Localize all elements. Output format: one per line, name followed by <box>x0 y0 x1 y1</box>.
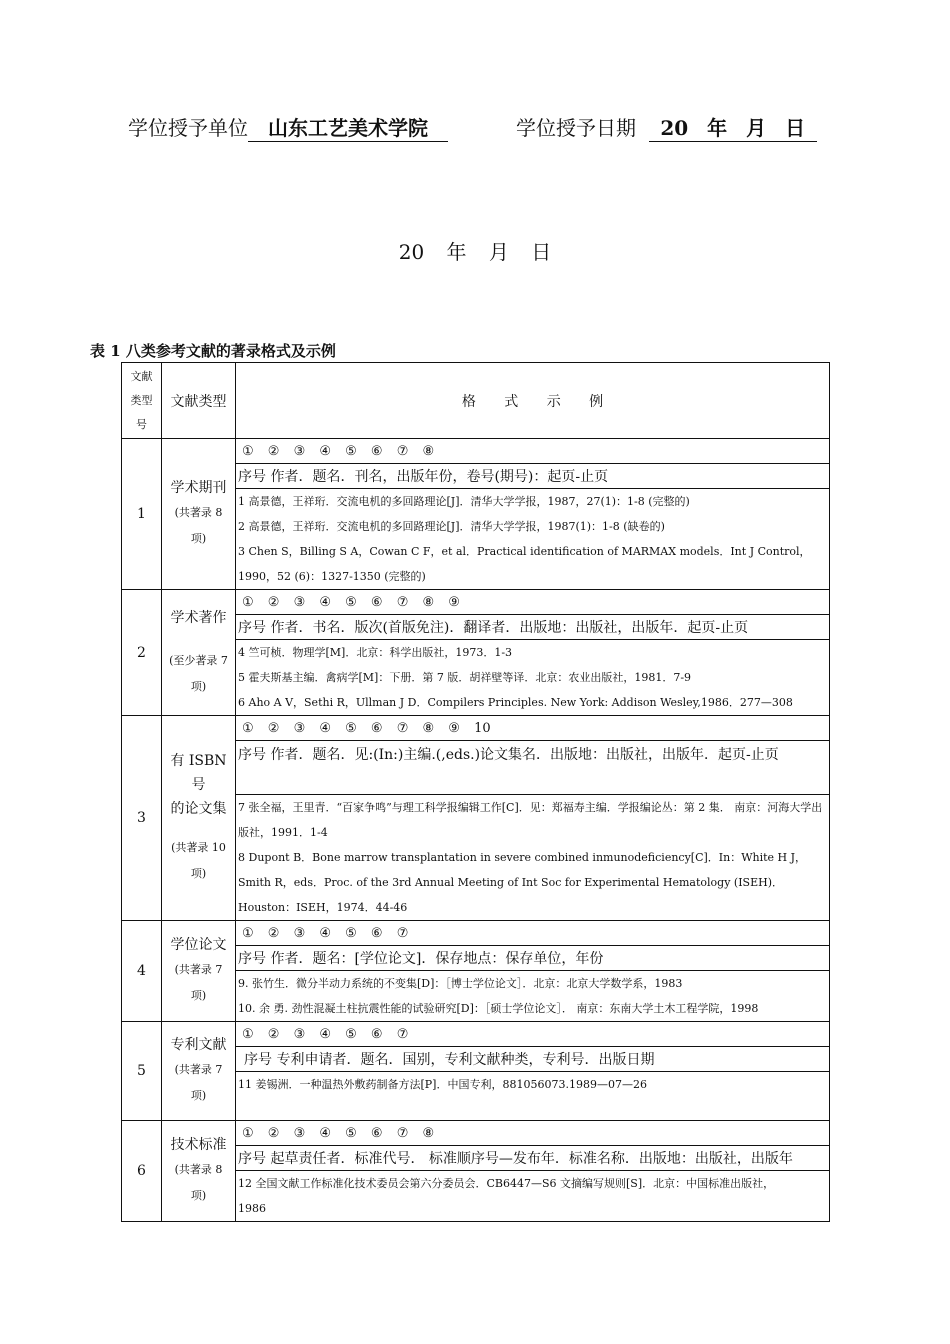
table-header-row <box>122 363 830 439</box>
row-note: (共著录 7 <box>174 963 223 976</box>
header-doc-code <box>122 363 162 439</box>
row-number: 5 <box>122 1022 162 1121</box>
circled-field-numbers: ① ② ③ ④ ⑤ ⑥ ⑦ ⑧ <box>236 439 830 464</box>
header-doc-type: 文献类型 <box>162 363 236 439</box>
row-note: (共著录 8 <box>174 506 223 519</box>
examples-cell <box>236 489 830 590</box>
circled-field-numbers: ① ② ③ ④ ⑤ ⑥ ⑦ <box>236 921 830 946</box>
row-number: 3 <box>122 716 162 921</box>
examples-cell <box>236 971 830 1022</box>
row-note: (共著录 8 <box>174 1163 223 1176</box>
example-entry: 1 高景德，王祥珩．交流电机的多回路理论[J]．清华大学学报，1987，27(1)：1-8 (完整的) <box>238 495 690 508</box>
example-entry: 7 张全福，王里青．“百家争鸣”与理工科学报编辑工作[C]．见：郑福寿主编．学报编论丛：第 2 集． 南京：河海大学出版社，1991．1-4 <box>238 801 823 839</box>
examples-cell <box>236 1072 830 1121</box>
examples-cell <box>236 640 830 716</box>
circled-field-numbers: ① ② ③ ④ ⑤ ⑥ ⑦ ⑧ ⑨ <box>236 590 830 615</box>
row-note: 项) <box>190 679 207 693</box>
row-type-cell <box>162 590 236 716</box>
row-type-line: 有 ISBN <box>170 753 227 769</box>
row-type-line: 的论文集 <box>170 801 227 817</box>
row-note: 项) <box>190 867 207 880</box>
header-doc-code-line: 文献 <box>130 369 153 383</box>
example-entry: 10. 余 勇. 劲性混凝土柱抗震性能的试验研究[D]：［硕士学位论文］． 南京：东南大学土木工程学院，1998 <box>238 1002 759 1015</box>
row-type: 专利文献 <box>170 1037 227 1053</box>
table-row <box>122 716 830 741</box>
reference-format-table <box>121 362 830 1222</box>
degree-unit-label: 学位授予单位 <box>128 116 248 140</box>
example-entry: 11 姜锡洲．一种温热外敷药制备方法[P]．中国专利，881056073.1989—07—26 <box>238 1078 647 1091</box>
examples-cell <box>236 1171 830 1222</box>
row-note: 项) <box>190 989 207 1002</box>
example-entry: 3 Chen S，Billing S A，Cowan C F，et al．Practical identification of MARMAX models．Int J Control，1990，52 (6)：1327-1350 (完整的) <box>238 545 811 583</box>
row-type: 学位论文 <box>170 937 227 953</box>
row-note: (至少著录 7 <box>169 653 228 667</box>
format-template: 序号 专利申请者．题名．国别，专利文献种类，专利号．出版日期 <box>236 1047 830 1072</box>
row-type-cell <box>162 921 236 1022</box>
row-type: 学术期刊 <box>170 480 227 496</box>
table-row <box>122 590 830 615</box>
degree-info-line <box>128 112 817 142</box>
format-template: 序号 作者．书名．版次(首版免注)．翻译者．出版地：出版社，出版年．起页-止页 <box>236 615 830 640</box>
row-type-cell <box>162 1022 236 1121</box>
format-template: 序号 作者．题名．刊名，出版年份，卷号(期号)：起页-止页 <box>236 464 830 489</box>
row-note: 项) <box>190 1089 207 1102</box>
row-type-line: 号 <box>191 777 206 793</box>
example-entry: 8 Dupont B．Bone marrow transplantation in severe combined inmunodeficiency[C]．In：White H J，Smith R，eds．Proc. of the 3rd Annual Meeting of Int Soc for Experimental Hematology (ISEH)．Houston：ISEH，1974．44-46 <box>238 851 807 914</box>
table-caption: 表 1 八类参考文献的著录格式及示例 <box>90 342 336 360</box>
example-entry: 9. 张竹生．微分半动力系统的不变集[D]：［博士学位论文］．北京：北京大学数学系，1983 <box>238 977 683 990</box>
row-type-cell <box>162 716 236 921</box>
degree-date-label: 学位授予日期 <box>516 116 636 140</box>
circled-field-numbers: ① ② ③ ④ ⑤ ⑥ ⑦ ⑧ ⑨ 10 <box>236 716 830 741</box>
row-note: 项) <box>190 532 207 545</box>
row-number: 2 <box>122 590 162 716</box>
row-number: 6 <box>122 1121 162 1222</box>
row-number: 4 <box>122 921 162 1022</box>
example-entry: 4 竺可桢．物理学[M]．北京：科学出版社，1973．1-3 <box>238 646 513 659</box>
degree-unit-value: 山东工艺美术学院 <box>248 112 448 142</box>
circled-field-numbers: ① ② ③ ④ ⑤ ⑥ ⑦ <box>236 1022 830 1047</box>
date-line: 20 年 月 日 <box>398 240 552 264</box>
example-entry: 5 霍夫斯基主编．禽病学[M]：下册．第 7 版．胡祥壁等译．北京：农业出版社，1981．7-9 <box>238 671 692 684</box>
header-doc-code-line: 类型 <box>130 393 153 407</box>
table-row <box>122 439 830 464</box>
row-note: (共著录 10 <box>171 841 226 854</box>
row-note: (共著录 7 <box>174 1063 223 1076</box>
row-note: 项) <box>190 1189 207 1202</box>
degree-date-value: 20 年 月 日 <box>649 112 817 142</box>
row-type-cell <box>162 439 236 590</box>
circled-field-numbers: ① ② ③ ④ ⑤ ⑥ ⑦ ⑧ <box>236 1121 830 1146</box>
table-row <box>122 921 830 946</box>
format-template: 序号 作者．题名：[学位论文]．保存地点：保存单位，年份 <box>236 946 830 971</box>
header-examples: 格 式 示 例 <box>236 363 830 439</box>
example-entry: 12 全国文献工作标准化技术委员会第六分委员会．CB6447—S6 文摘编写规则[S]．北京：中国标准出版社，1986 <box>238 1177 775 1215</box>
table-row <box>122 1121 830 1146</box>
example-entry: 6 Aho A V，Sethi R，Ullman J D．Compilers Principles. New York: Addison Wesley,1986．277—308 <box>238 696 793 709</box>
row-type-cell <box>162 1121 236 1222</box>
row-type: 学术著作 <box>170 609 227 626</box>
row-number: 1 <box>122 439 162 590</box>
format-template: 序号 起草责任者．标准代号． 标准顺序号—发布年．标准名称．出版地：出版社，出版年 <box>236 1146 830 1171</box>
example-entry: 2 高景德，王祥珩．交流电机的多回路理论[J]．清华大学学报，1987(1)：1-8 (缺卷的) <box>238 520 665 533</box>
row-type: 技术标准 <box>170 1137 227 1153</box>
examples-cell <box>236 795 830 921</box>
format-template: 序号 作者．题名．见:(In:)主编.(,eds.)论文集名．出版地：出版社，出版年．起页-止页 <box>236 741 830 795</box>
table-row <box>122 1022 830 1047</box>
header-doc-code-line: 号 <box>136 417 147 431</box>
